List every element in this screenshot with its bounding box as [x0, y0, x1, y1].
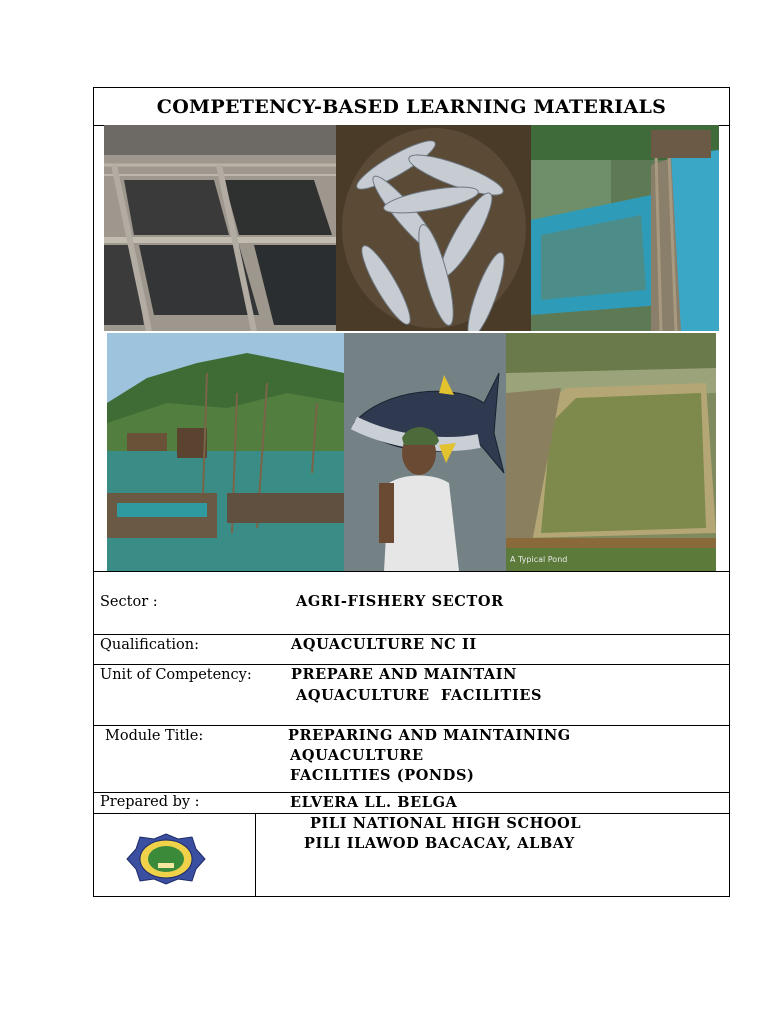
milkfish-basket-photo	[336, 125, 531, 331]
prepared-label: Prepared by :	[100, 794, 200, 810]
photos-divider	[94, 571, 729, 572]
earthen-fishpond-photo	[506, 333, 716, 571]
school-seal-logo	[126, 833, 206, 885]
document-title: COMPETENCY-BASED LEARNING MATERIALS	[156, 95, 667, 118]
concrete-fish-tanks-photo	[104, 125, 336, 331]
school-name: PILI NATIONAL HIGH SCHOOL	[310, 815, 582, 832]
sector-label: Sector :	[100, 594, 158, 610]
document-frame	[93, 87, 730, 897]
unit-value-line2: AQUACULTURE FACILITIES	[296, 687, 543, 704]
unit-label: Unit of Competency:	[100, 667, 252, 683]
module-value-line1: PREPARING AND MAINTAINING	[288, 727, 571, 744]
fisherman-carrying-tuna-photo	[344, 333, 506, 571]
qualification-label: Qualification:	[100, 637, 200, 653]
module-value-line2: AQUACULTURE	[290, 747, 424, 764]
prepared-value: ELVERA LL. BELGA	[290, 794, 458, 811]
module-label: Module Title:	[105, 728, 204, 744]
sector-value: AGRI-FISHERY SECTOR	[296, 593, 504, 610]
unit-value-line1: PREPARE AND MAINTAIN	[291, 666, 518, 683]
photo-caption: A Typical Pond	[510, 555, 568, 564]
bamboo-fish-pens-bay-photo	[107, 333, 344, 571]
qualification-value: AQUACULTURE NC II	[291, 636, 477, 653]
school-address: PILI ILAWOD BACACAY, ALBAY	[304, 835, 575, 852]
fish-cage-net-pen-photo	[531, 125, 719, 331]
school-row-divider	[255, 813, 256, 897]
module-value-line3: FACILITIES (PONDS)	[290, 767, 475, 784]
